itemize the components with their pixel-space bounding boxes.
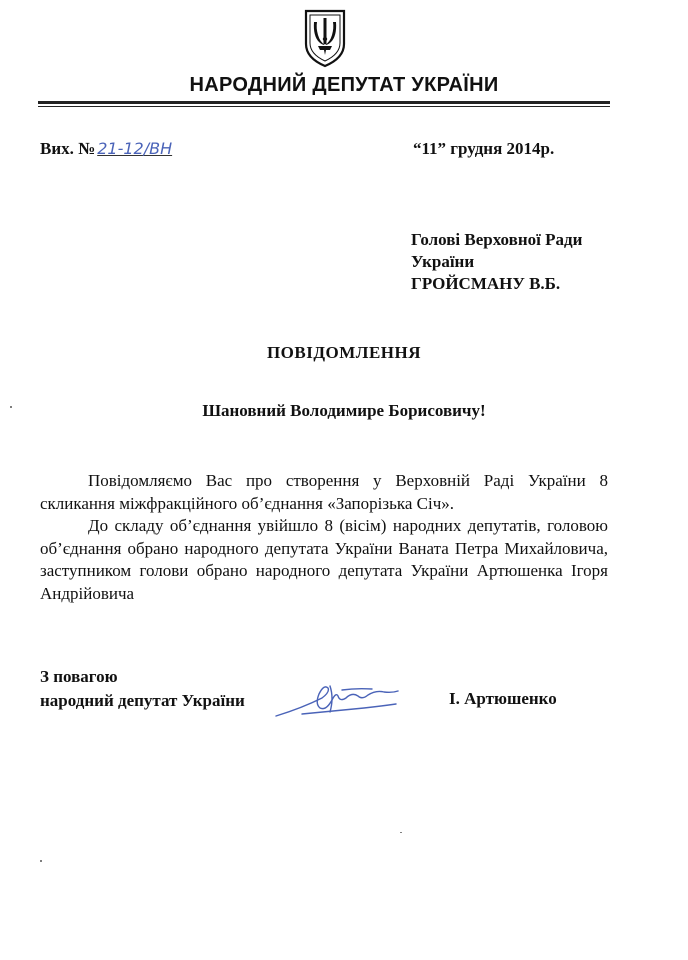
closing-block [40, 665, 245, 713]
signer-name: І. Артюшенко [449, 689, 557, 708]
outgoing-number-label: Вих. № [40, 139, 96, 158]
letter-date: “11” грудня 2014р. [413, 139, 555, 158]
salutation: Шановний Володимире Борисовичу! [202, 401, 486, 420]
closing-line-2: народний депутат України [40, 691, 245, 710]
scan-speck [10, 406, 12, 408]
outgoing-number-value: 21-12/ВН [97, 139, 173, 158]
recipient-block [411, 229, 582, 295]
letterhead-rule-thick [38, 101, 610, 104]
letterhead-rule-thin [38, 106, 610, 107]
body-paragraph-1: Повідомляємо Вас про створення у Верховній Раді України 8 скликання міжфракційного об’єднання «Запорізька Січ». [40, 471, 608, 513]
recipient-line-2: України [411, 252, 475, 271]
scan-speck [40, 860, 42, 862]
handwritten-signature-icon [272, 678, 402, 723]
closing-line-1: З повагою [40, 667, 118, 686]
trident-coat-of-arms-icon [303, 8, 347, 68]
recipient-line-1: Голові Верховної Ради [411, 230, 583, 249]
document-title: ПОВІДОМЛЕННЯ [266, 343, 422, 362]
letter-body [40, 470, 608, 605]
letterhead-title: НАРОДНИЙ ДЕПУТАТ УКРАЇНИ [189, 74, 499, 96]
body-paragraph-2: До складу об’єднання увійшло 8 (вісім) народних депутатів, головою об’єднання обрано народного депутата України Ваната Петра Михайловича, заступником голови обрано народного депутата України Артюшенка Ігоря Андрійовича [40, 516, 608, 603]
scan-speck [400, 832, 402, 833]
recipient-line-3: ГРОЙСМАНУ В.Б. [411, 274, 561, 293]
outgoing-number [40, 139, 172, 159]
